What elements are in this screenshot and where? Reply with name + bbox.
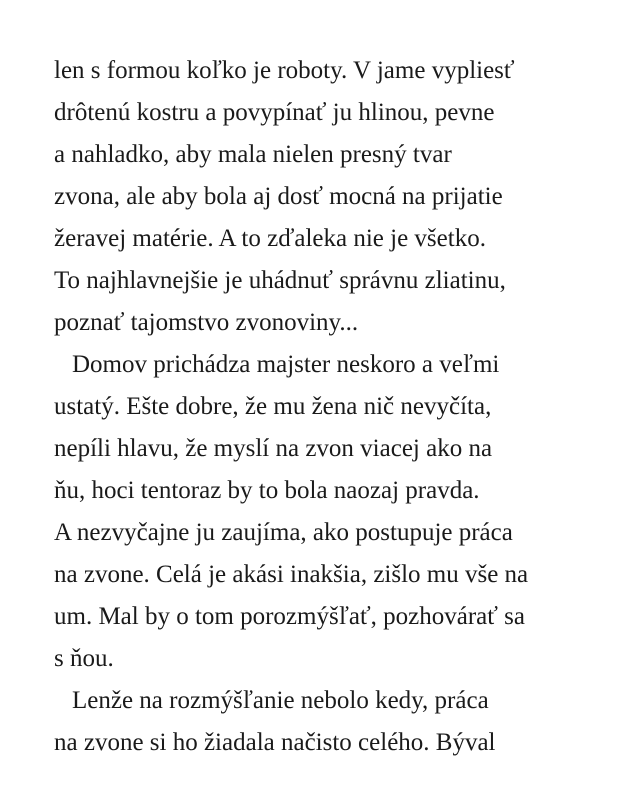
text-line: A nezvyčajne ju zaujíma, ako postupuje práca	[54, 519, 513, 546]
text-line: ňu, hoci tentoraz by to bola naozaj pravda.	[54, 477, 480, 504]
text-line: drôtenú kostru a povypínať ju hlinou, pevne	[54, 99, 495, 126]
text-line: poznať tajomstvo zvonoviny...	[54, 309, 359, 336]
text-line: Lenže na rozmýšľanie nebolo kedy, práca	[72, 687, 489, 714]
text-line: na zvone si ho žiadala načisto celého. Býval	[54, 729, 496, 756]
text-line: To najhlavnejšie je uhádnuť správnu zliatinu,	[54, 267, 506, 294]
text-line: nepíli hlavu, že myslí na zvon viacej ako na	[54, 435, 493, 462]
text-line: len s formou koľko je roboty. V jame vypliesť	[54, 57, 515, 84]
text-line: zvona, ale aby bola aj dosť mocná na prijatie	[54, 183, 503, 210]
text-line: s ňou.	[54, 645, 114, 672]
text-line: ustatý. Ešte dobre, že mu žena nič nevyčíta,	[54, 393, 492, 420]
text-line: um. Mal by o tom porozmýšľať, pozhovárať sa	[54, 603, 526, 630]
text-line: a nahladko, aby mala nielen presný tvar	[54, 141, 452, 168]
text-line: žeravej matérie. A to zďaleka nie je všetko.	[54, 225, 486, 252]
text-line: na zvone. Celá je akási inakšia, zišlo mu vše na	[54, 561, 529, 588]
text-line: Domov prichádza majster neskoro a veľmi	[72, 351, 500, 378]
